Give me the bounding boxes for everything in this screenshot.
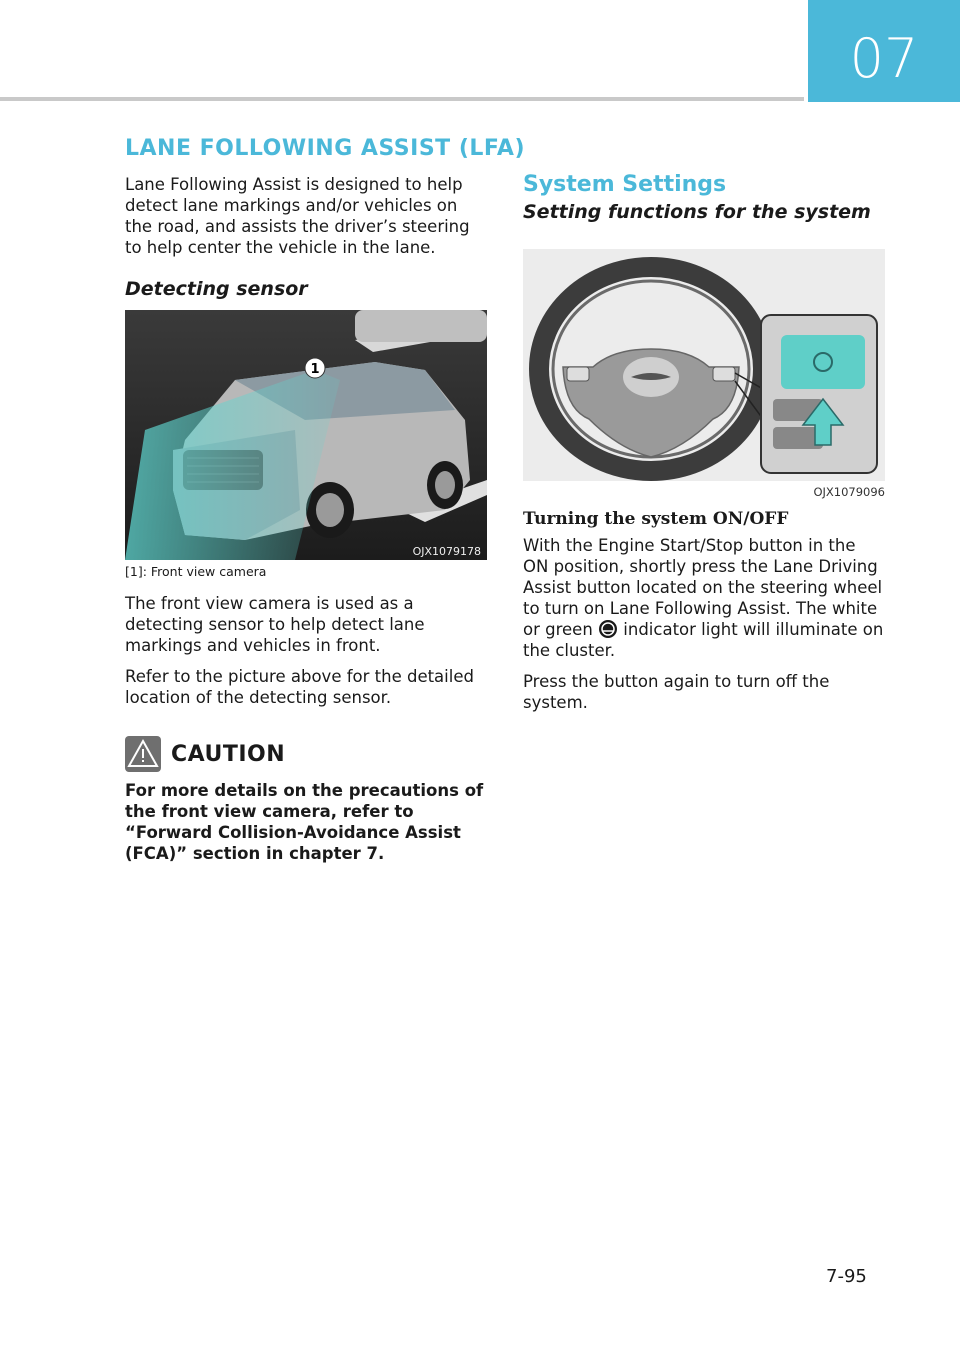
image-code-2: OJX1079096 <box>813 485 885 499</box>
lfa-steering-indicator-icon <box>598 619 618 639</box>
system-settings-subtitle: Setting functions for the system <box>523 201 871 223</box>
system-settings-title: System Settings <box>523 172 727 197</box>
vehicle-illustration <box>125 310 487 560</box>
steering-wheel-image <box>523 249 885 481</box>
header-rule <box>0 97 804 101</box>
left-column <box>125 174 487 864</box>
onoff-heading: Turning the system ON/OFF <box>523 509 789 529</box>
detecting-paragraph-2: Refer to the picture above for the detailed location of the detecting sensor. <box>125 667 474 707</box>
onoff-text-b: indicator light will illuminate on the cluster. <box>523 620 884 660</box>
detecting-sensor-heading: Detecting sensor <box>125 278 308 300</box>
vehicle-sensor-image <box>125 310 487 560</box>
detecting-paragraph-1: The front view camera is used as a detecting sensor to help detect lane markings and vehicles in front. <box>125 594 425 655</box>
onoff-text-a: With the Engine Start/Stop button in the ON position, shortly press the Lane Driving Assist button located on the steering wheel to turn on Lane Following Assist. The white or green <box>523 536 883 639</box>
warning-triangle-icon <box>125 736 161 772</box>
image-code: OJX1079178 <box>412 545 481 558</box>
intro-paragraph: Lane Following Assist is designed to help detect lane markings and/or vehicles on the road, and assists the driver’s steering to help center the vehicle in the lane. <box>125 175 470 257</box>
section-title: LANE FOLLOWING ASSIST (LFA) <box>125 136 525 161</box>
image-caption: [1]: Front view camera <box>125 564 267 579</box>
chapter-tab: 07 <box>808 0 960 102</box>
caution-text: For more details on the precautions of the front view camera, refer to “Forward Collision-Avoidance Assist (FCA)” section in chapter 7. <box>125 781 484 863</box>
turn-off-paragraph: Press the button again to turn off the system. <box>523 672 830 712</box>
right-column <box>523 172 885 723</box>
steering-wheel-illustration <box>523 249 885 481</box>
page-number: 7-95 <box>826 1266 867 1287</box>
caution-header <box>125 736 487 772</box>
callout-number: 1 <box>310 362 320 377</box>
caution-title: CAUTION <box>171 741 286 767</box>
onoff-paragraph <box>523 535 885 661</box>
